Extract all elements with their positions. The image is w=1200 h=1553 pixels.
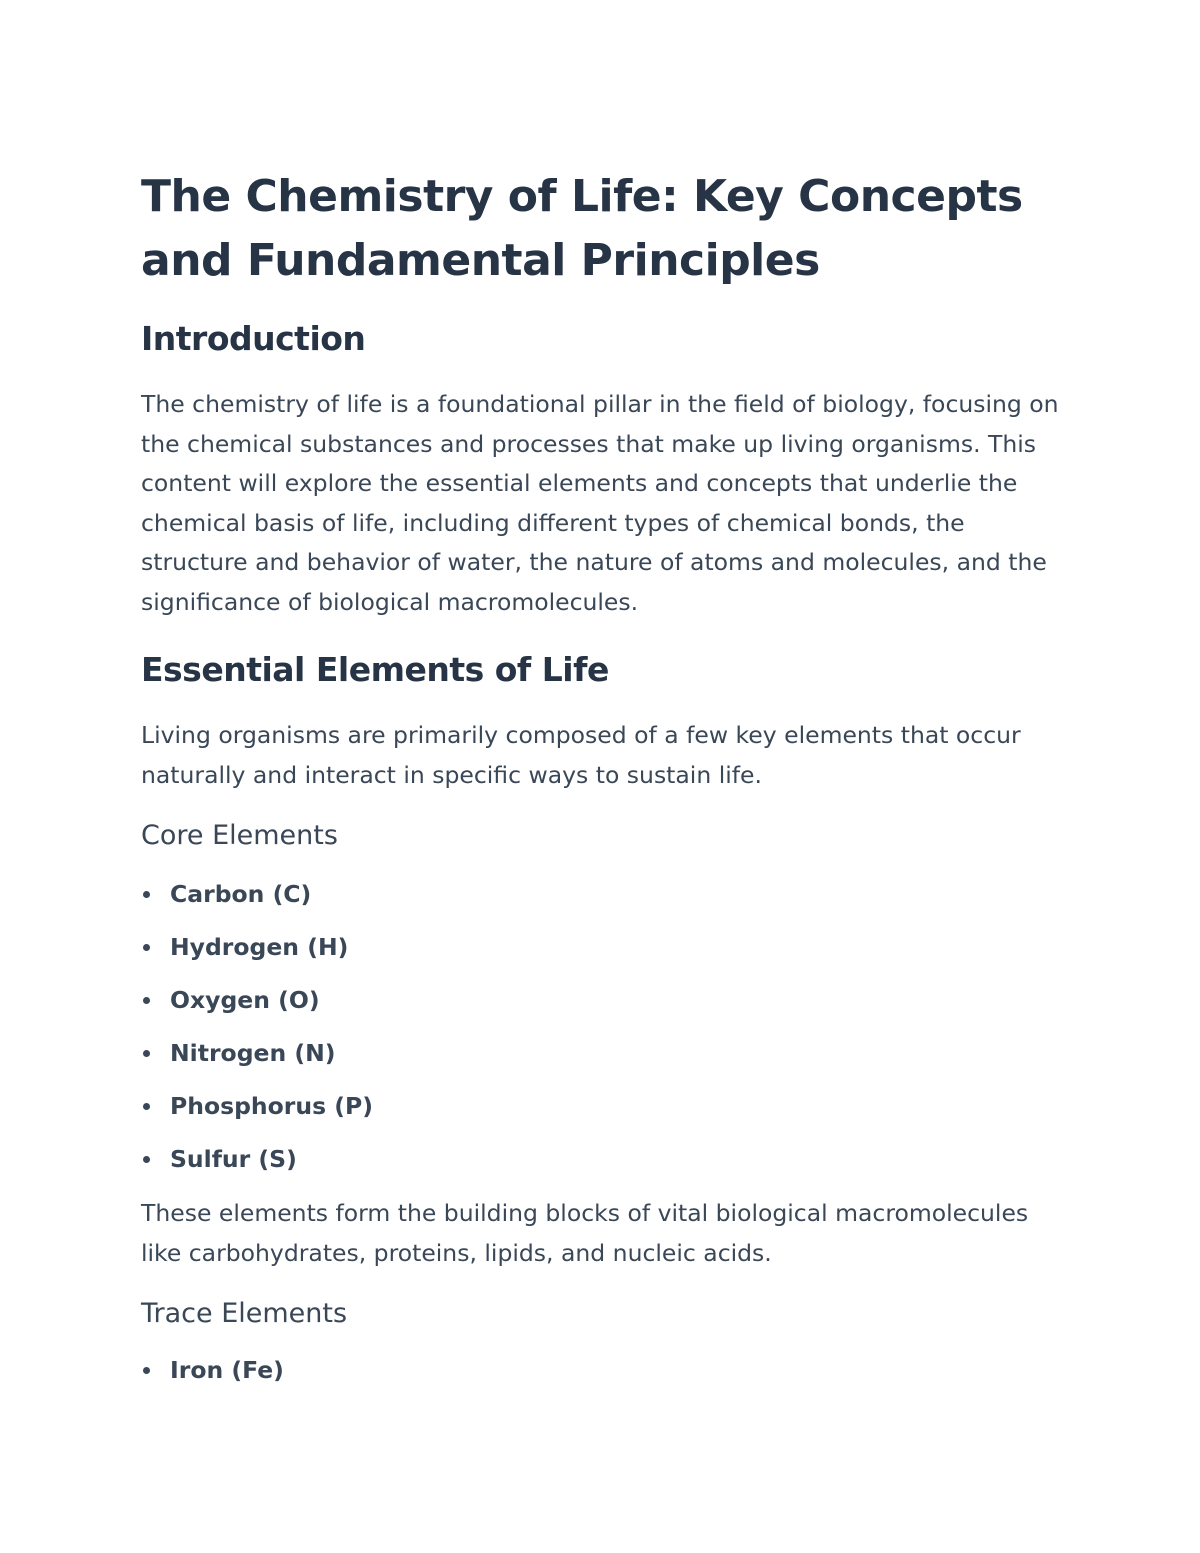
list-item [141, 1038, 1071, 1068]
introduction-heading: Introduction [141, 319, 366, 358]
list-item-text: Iron (Fe) [170, 1356, 284, 1384]
bullet-icon [143, 891, 150, 898]
list-item-text: Nitrogen (N) [170, 1039, 336, 1067]
document-page [141, 165, 1071, 1408]
list-item-text: Phosphorus (P) [170, 1092, 373, 1120]
list-item-text: Hydrogen (H) [170, 933, 349, 961]
bullet-icon [143, 997, 150, 1004]
list-item [141, 1144, 1071, 1174]
core-elements-heading: Core Elements [141, 820, 338, 851]
list-item [141, 879, 1071, 909]
introduction-paragraph: The chemistry of life is a foundational pillar in the field of biology, focusing on the chemical substances and processes that make up living organisms. This content will explore the essential elements and concepts that underlie the chemical basis of life, including different types of chemical bonds, the structure and behavior of water, the nature of atoms and molecules, and the significance of biological macromolecules. [141, 390, 1059, 616]
list-item-text: Carbon (C) [170, 880, 312, 908]
document-title: The Chemistry of Life: Key Concepts and Fundamental Principles [141, 171, 1023, 286]
trace-elements-heading: Trace Elements [141, 1298, 348, 1329]
essential-elements-heading: Essential Elements of Life [141, 650, 609, 689]
bullet-icon [143, 944, 150, 951]
bullet-icon [143, 1050, 150, 1057]
essential-elements-paragraph: Living organisms are primarily composed of a few key elements that occur naturally and interact in specific ways to sustain life. [141, 721, 1021, 789]
list-item-text: Oxygen (O) [170, 986, 320, 1014]
core-elements-paragraph: These elements form the building blocks of vital biological macromolecules like carbohydrates, proteins, lipids, and nucleic acids. [141, 1199, 1029, 1267]
list-item [141, 1091, 1071, 1121]
list-item [141, 1355, 1071, 1385]
list-item [141, 932, 1071, 962]
trace-elements-list [141, 1355, 1071, 1385]
list-item-text: Sulfur (S) [170, 1145, 297, 1173]
bullet-icon [143, 1103, 150, 1110]
core-elements-list [141, 879, 1071, 1174]
bullet-icon [143, 1367, 150, 1374]
list-item [141, 985, 1071, 1015]
bullet-icon [143, 1156, 150, 1163]
